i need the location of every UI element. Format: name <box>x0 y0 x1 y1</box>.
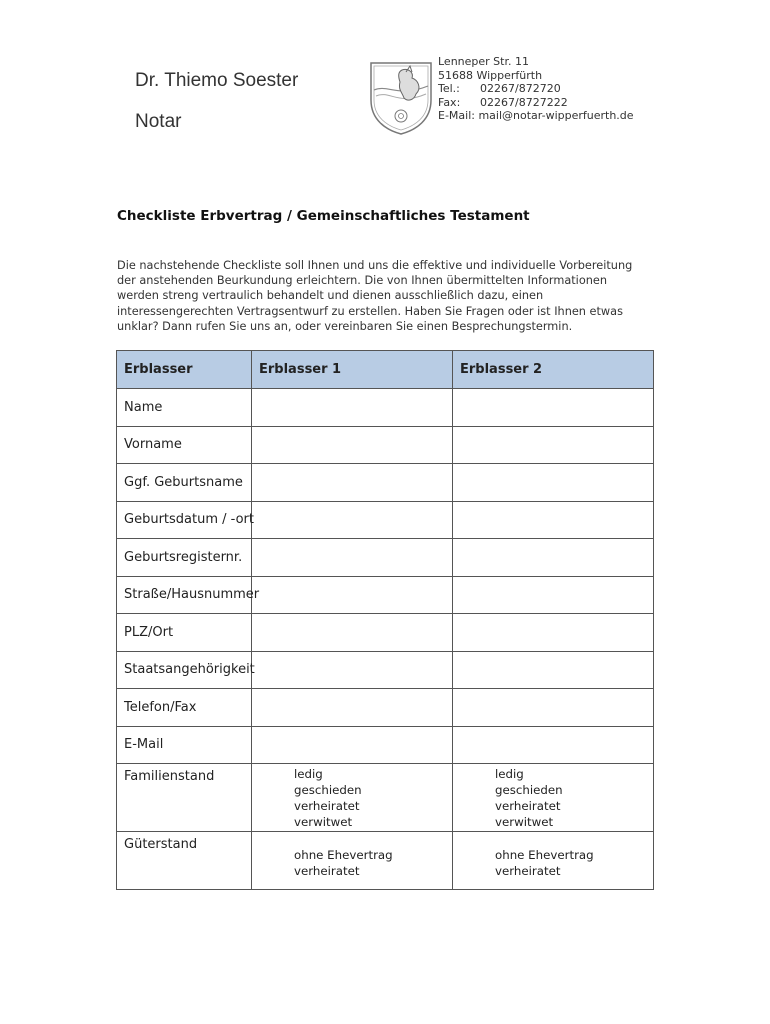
row-label: Telefon/Fax <box>117 689 252 727</box>
intro-line: Die nachstehende Checkliste soll Ihnen und uns die effektive und individuelle Vorbereitung <box>117 259 633 272</box>
address-line: 51688 Wipperfürth <box>438 68 543 82</box>
intro-paragraph <box>117 258 657 334</box>
row-label: E-Mail <box>117 726 252 764</box>
nrw-crest-icon <box>368 60 434 136</box>
address-fax: Fax: 02267/8727222 <box>438 95 568 109</box>
row-label: Vorname <box>117 426 252 464</box>
gueterstand-options-erblasser-2[interactable] <box>453 832 654 890</box>
field-erblasser-2[interactable] <box>453 389 654 427</box>
field-erblasser-1[interactable] <box>252 651 453 689</box>
field-erblasser-1[interactable] <box>252 614 453 652</box>
intro-line: der anstehenden Beurkundung erleichtern. Die von Ihnen übermittelten Informationen <box>117 274 608 288</box>
field-erblasser-2[interactable] <box>453 726 654 764</box>
row-label: Geburtsregisternr. <box>117 539 252 577</box>
table-header-row <box>117 351 654 389</box>
table-row <box>117 426 654 464</box>
option-verwitwet[interactable]: verwitwet <box>294 815 353 829</box>
table-row <box>117 464 654 502</box>
option-geschieden[interactable]: geschieden <box>294 783 362 797</box>
table-row <box>117 539 654 577</box>
field-erblasser-2[interactable] <box>453 539 654 577</box>
field-erblasser-2[interactable] <box>453 426 654 464</box>
option-ohne-ehevertrag[interactable]: ohne Ehevertrag <box>495 848 594 862</box>
address-block <box>438 55 634 123</box>
table-row <box>117 576 654 614</box>
table-row <box>117 651 654 689</box>
row-label: Geburtsdatum / -ort <box>117 501 252 539</box>
gueterstand-options-erblasser-1[interactable] <box>252 832 453 890</box>
option-geschieden[interactable]: geschieden <box>495 783 563 797</box>
row-label: Familienstand <box>117 764 252 832</box>
header-erblasser-1: Erblasser 1 <box>252 351 453 389</box>
header-erblasser-2: Erblasser 2 <box>453 351 654 389</box>
notary-title: Notar <box>135 111 182 132</box>
option-verheiratet[interactable]: verheiratet <box>294 864 360 878</box>
option-verheiratet[interactable]: verheiratet <box>294 799 360 813</box>
intro-line: interessengerechten Vertragsentwurf zu erstellen. Haben Sie Fragen oder ist Ihnen etwas <box>117 304 623 318</box>
address-line: Lenneper Str. 11 <box>438 55 529 68</box>
address-phone: Tel.: 02267/872720 <box>438 82 561 95</box>
table-row <box>117 726 654 764</box>
option-ledig[interactable]: ledig <box>495 767 524 781</box>
field-erblasser-2[interactable] <box>453 576 654 614</box>
familienstand-row <box>117 764 654 832</box>
intro-line: unklar? Dann rufen Sie uns an, oder vereinbaren Sie einen Besprechungstermin. <box>117 319 573 333</box>
field-erblasser-1[interactable] <box>252 464 453 502</box>
option-ohne-ehevertrag[interactable]: ohne Ehevertrag <box>294 848 393 862</box>
option-verheiratet[interactable]: verheiratet <box>495 864 561 878</box>
gueterstand-row <box>117 832 654 890</box>
field-erblasser-1[interactable] <box>252 426 453 464</box>
table-row <box>117 614 654 652</box>
field-erblasser-1[interactable] <box>252 576 453 614</box>
row-label: Ggf. Geburtsname <box>117 464 252 502</box>
address-email: E-Mail: mail@notar-wipperfuerth.de <box>438 109 634 122</box>
row-label: PLZ/Ort <box>117 614 252 652</box>
row-label: Name <box>117 389 252 427</box>
checklist-table <box>116 350 654 890</box>
table-row <box>117 389 654 427</box>
field-erblasser-1[interactable] <box>252 726 453 764</box>
header-erblasser: Erblasser <box>117 351 252 389</box>
field-erblasser-2[interactable] <box>453 501 654 539</box>
field-erblasser-1[interactable] <box>252 539 453 577</box>
row-label: Staatsangehörigkeit <box>117 651 252 689</box>
row-label: Güterstand <box>117 832 252 890</box>
field-erblasser-2[interactable] <box>453 614 654 652</box>
option-ledig[interactable]: ledig <box>294 767 323 781</box>
intro-line: werden streng vertraulich behandelt und dienen ausschließlich dazu, einen <box>117 289 544 303</box>
familienstand-options-erblasser-1[interactable] <box>252 764 453 832</box>
option-verwitwet[interactable]: verwitwet <box>495 815 554 829</box>
notary-name: Dr. Thiemo Soester <box>135 70 299 91</box>
table-row <box>117 501 654 539</box>
field-erblasser-2[interactable] <box>453 464 654 502</box>
field-erblasser-2[interactable] <box>453 651 654 689</box>
field-erblasser-2[interactable] <box>453 689 654 727</box>
table-row <box>117 689 654 727</box>
field-erblasser-1[interactable] <box>252 501 453 539</box>
document-title: Checkliste Erbvertrag / Gemeinschaftliches Testament <box>117 208 530 224</box>
field-erblasser-1[interactable] <box>252 389 453 427</box>
option-verheiratet[interactable]: verheiratet <box>495 799 561 813</box>
field-erblasser-1[interactable] <box>252 689 453 727</box>
row-label: Straße/Hausnummer <box>117 576 252 614</box>
familienstand-options-erblasser-2[interactable] <box>453 764 654 832</box>
